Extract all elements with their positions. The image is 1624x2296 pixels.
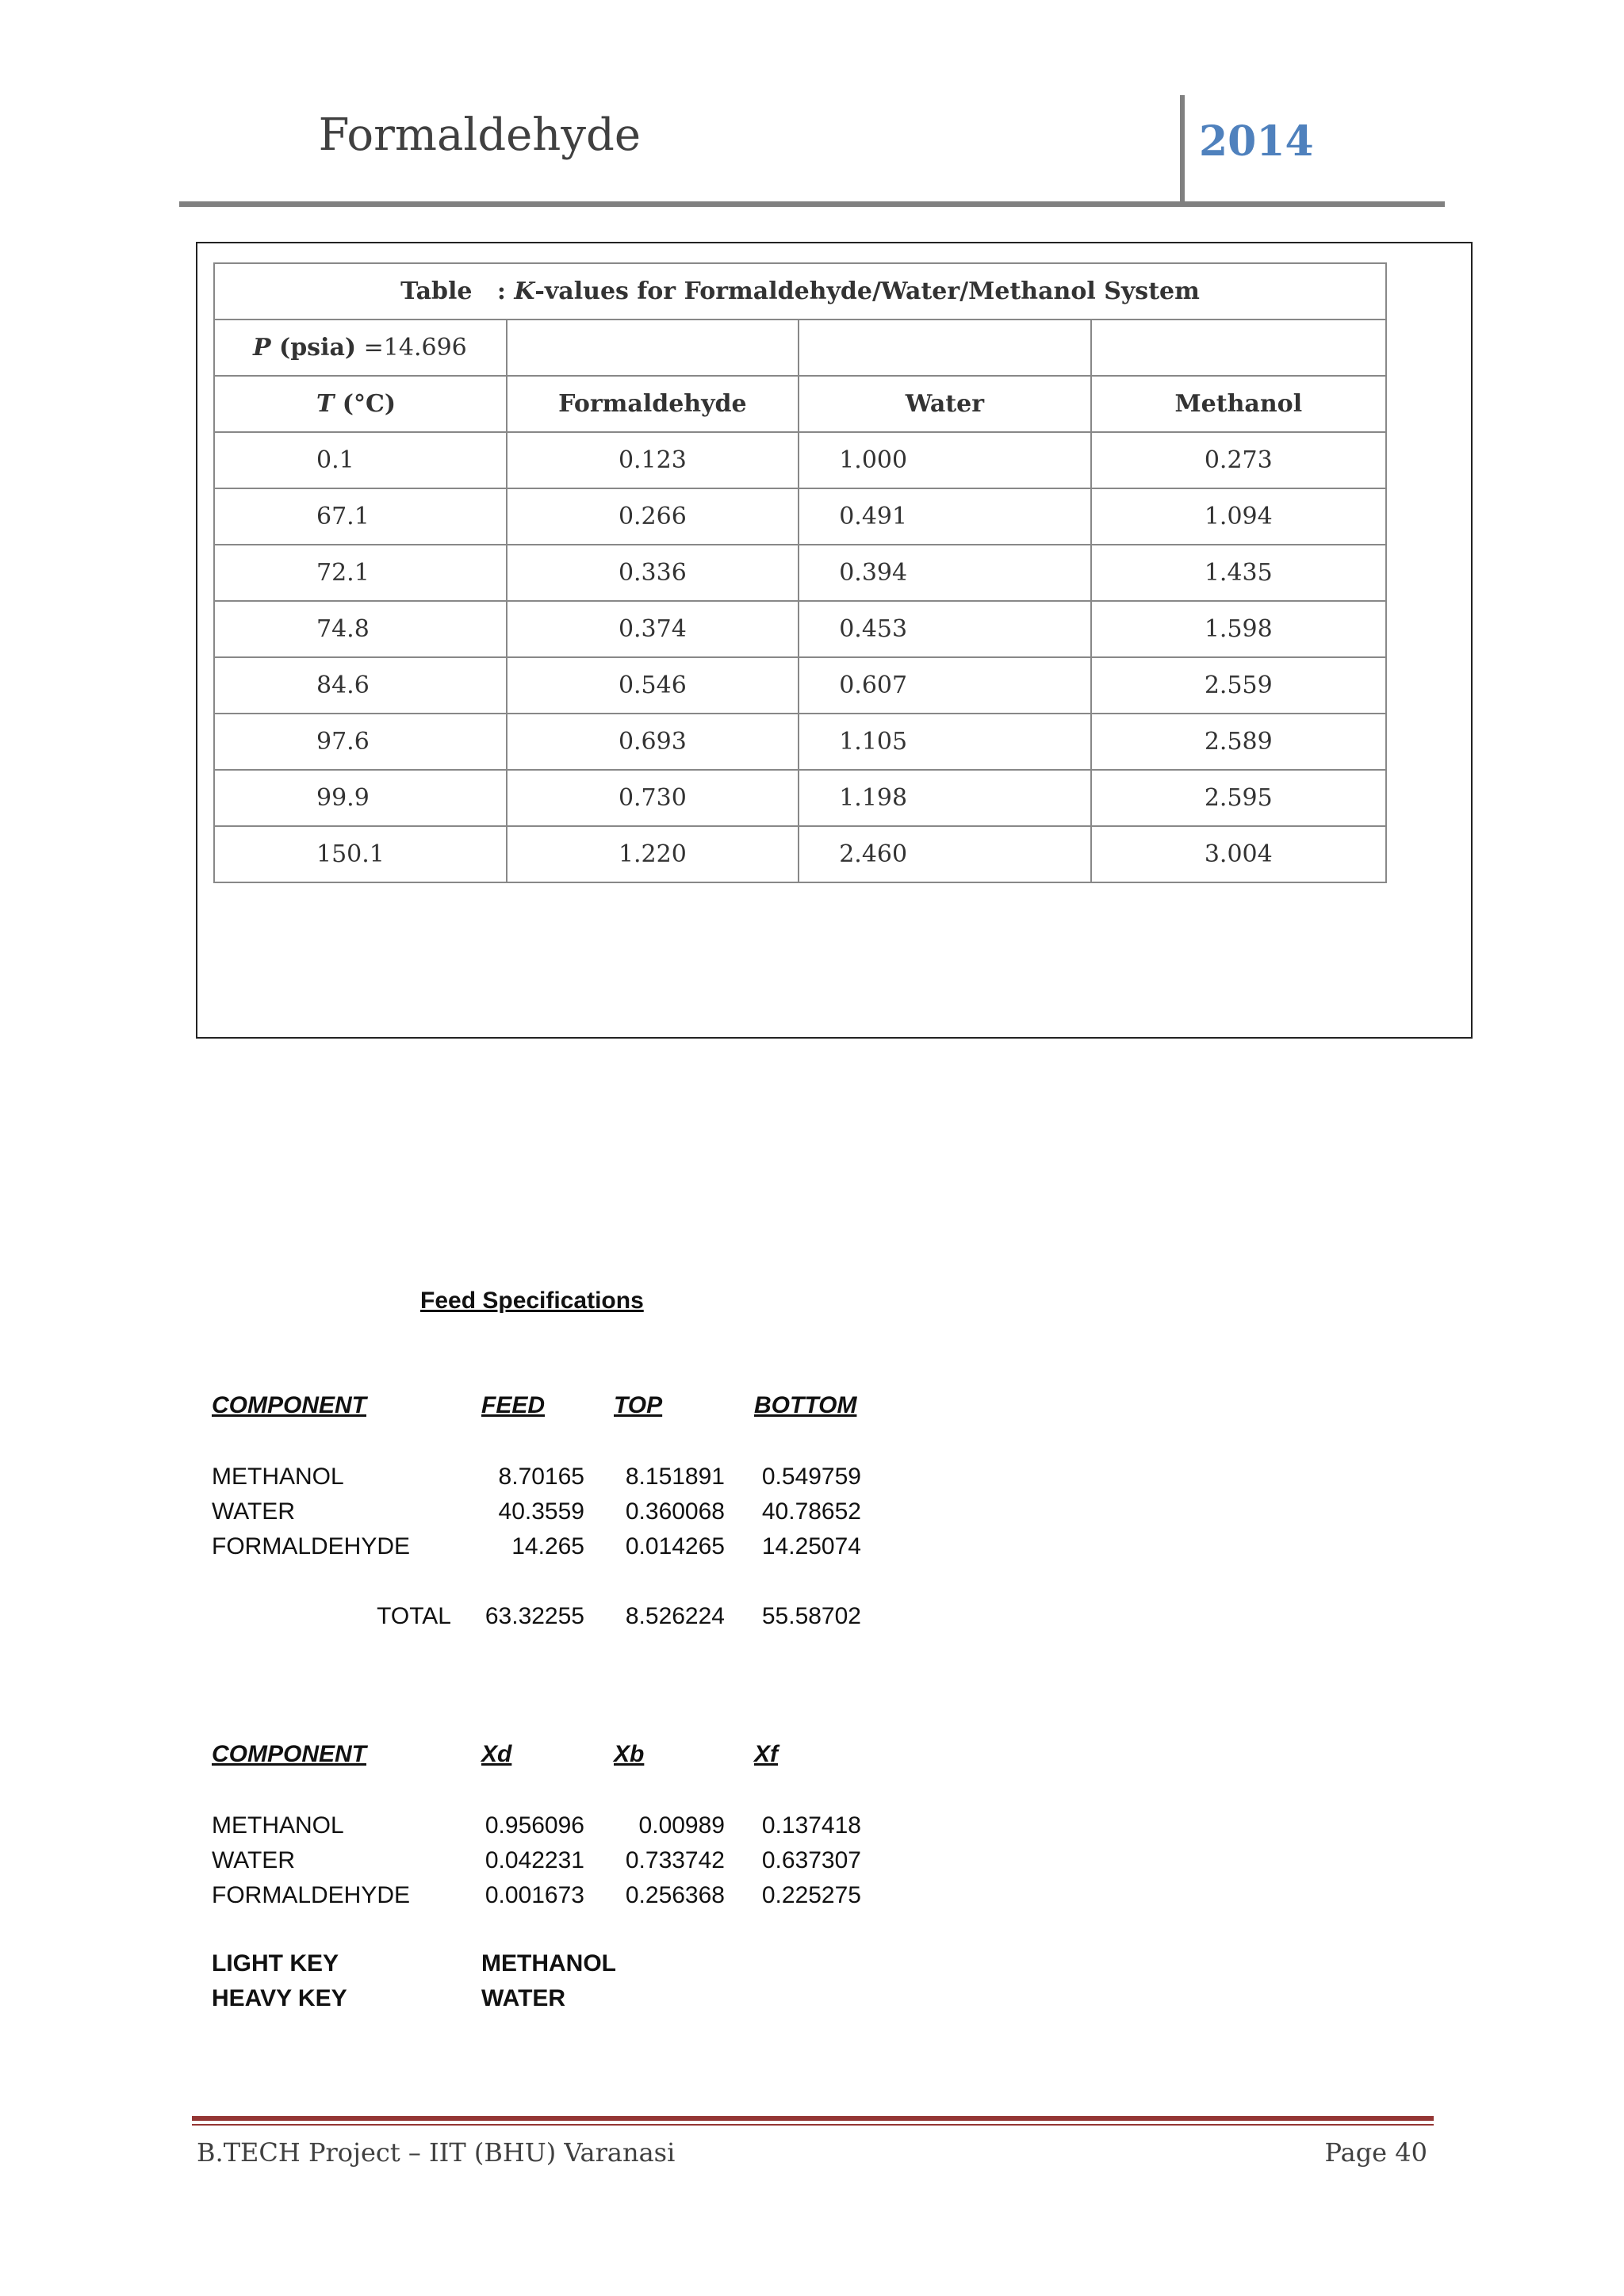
feed-header-bottom: BOTTOM	[754, 1392, 857, 1418]
k-value-cell: 0.273	[1091, 432, 1386, 488]
fraction-row-value: 0.637307	[761, 1847, 861, 1873]
feed-row-component: FORMALDEHYDE	[212, 1533, 411, 1559]
k-table-row	[214, 714, 1386, 770]
fraction-row-component: WATER	[212, 1847, 295, 1873]
heavy-key-label: HEAVY KEY	[212, 1985, 347, 2011]
empty-cell	[799, 320, 1090, 376]
fraction-header-component: COMPONENT	[212, 1741, 366, 1767]
k-value-cell: 0.546	[507, 657, 799, 714]
pressure-cell: P (psia) =14.696	[214, 320, 507, 376]
header-title: Formaldehyde	[318, 109, 641, 161]
fraction-header-xf: Xf	[754, 1741, 778, 1767]
temperature-cell: 72.1	[214, 545, 507, 601]
empty-cell	[1091, 320, 1386, 376]
k-table-row	[214, 770, 1386, 826]
temperature-cell: 150.1	[214, 826, 507, 882]
column-header: Formaldehyde	[507, 376, 799, 432]
feed-row-value: 14.265	[511, 1533, 584, 1559]
total-top: 8.526224	[625, 1603, 725, 1629]
heavy-key-value: WATER	[481, 1985, 566, 2011]
feed-header-feed: FEED	[481, 1392, 546, 1418]
k-value-cell: 1.000	[799, 432, 1090, 488]
fraction-header-xb: Xb	[614, 1741, 645, 1767]
k-value-cell: 0.123	[507, 432, 799, 488]
fraction-row-value: 0.256368	[625, 1882, 725, 1908]
feed-row-value: 40.78652	[761, 1498, 861, 1525]
fraction-row-value: 0.042231	[485, 1847, 584, 1873]
temperature-header: T (°C)	[214, 376, 507, 432]
k-table-row	[214, 488, 1386, 545]
temperature-cell: 84.6	[214, 657, 507, 714]
k-value-cell: 0.607	[799, 657, 1090, 714]
k-value-cell: 0.336	[507, 545, 799, 601]
feed-row-value: 0.360068	[625, 1498, 725, 1525]
feed-header-component: COMPONENT	[212, 1392, 366, 1418]
total-feed: 63.32255	[485, 1603, 584, 1629]
temperature-cell: 99.9	[214, 770, 507, 826]
column-header: Methanol	[1091, 376, 1386, 432]
fraction-row-value: 0.001673	[485, 1882, 584, 1908]
k-value-cell: 2.559	[1091, 657, 1386, 714]
fraction-row-value: 0.733742	[625, 1847, 725, 1873]
table-caption: Table : K-values for Formaldehyde/Water/Methanol System	[214, 263, 1386, 320]
feed-row-component: METHANOL	[212, 1464, 344, 1490]
footer-rule	[192, 2116, 1434, 2121]
k-table-row	[214, 601, 1386, 657]
k-values-table	[213, 262, 1387, 883]
fraction-row-value: 0.00989	[638, 1812, 725, 1839]
fraction-row-value: 0.956096	[485, 1812, 584, 1839]
k-values-figure	[196, 242, 1473, 1039]
k-value-cell: 0.730	[507, 770, 799, 826]
column-header: Water	[799, 376, 1090, 432]
k-value-cell: 1.198	[799, 770, 1090, 826]
feed-header-top: TOP	[614, 1392, 663, 1418]
header-year: 2014	[1199, 117, 1314, 166]
light-key-label: LIGHT KEY	[212, 1950, 339, 1976]
light-key-value: METHANOL	[481, 1950, 616, 1976]
footer-project: B.TECH Project – IIT (BHU) Varanasi	[197, 2137, 676, 2168]
temperature-cell: 67.1	[214, 488, 507, 545]
total-label: TOTAL	[377, 1603, 451, 1629]
fraction-header-xd: Xd	[481, 1741, 512, 1767]
k-value-cell: 2.460	[799, 826, 1090, 882]
k-value-cell: 0.266	[507, 488, 799, 545]
feed-specifications-title: Feed Specifications	[420, 1288, 644, 1314]
header-rule	[179, 201, 1445, 207]
k-table-row	[214, 432, 1386, 488]
k-value-cell: 0.693	[507, 714, 799, 770]
fraction-row-component: METHANOL	[212, 1812, 344, 1839]
feed-row-value: 8.151891	[625, 1464, 725, 1490]
k-value-cell: 2.589	[1091, 714, 1386, 770]
k-value-cell: 1.220	[507, 826, 799, 882]
k-value-cell: 0.394	[799, 545, 1090, 601]
feed-row-value: 14.25074	[761, 1533, 861, 1559]
fraction-row-component: FORMALDEHYDE	[212, 1882, 411, 1908]
feed-row-value: 0.549759	[761, 1464, 861, 1490]
footer-rule-thin	[192, 2124, 1434, 2126]
fraction-row-value: 0.225275	[761, 1882, 861, 1908]
k-value-cell: 1.105	[799, 714, 1090, 770]
feed-row-value: 8.70165	[498, 1464, 584, 1490]
k-value-cell: 0.491	[799, 488, 1090, 545]
footer-page-number: Page 40	[1324, 2137, 1427, 2168]
k-table-row	[214, 826, 1386, 882]
k-value-cell: 1.435	[1091, 545, 1386, 601]
temperature-cell: 97.6	[214, 714, 507, 770]
temperature-cell: 0.1	[214, 432, 507, 488]
k-table-row	[214, 657, 1386, 714]
k-value-cell: 1.598	[1091, 601, 1386, 657]
empty-cell	[507, 320, 799, 376]
k-value-cell: 0.453	[799, 601, 1090, 657]
k-value-cell: 3.004	[1091, 826, 1386, 882]
feed-row-value: 40.3559	[498, 1498, 584, 1525]
k-value-cell: 0.374	[507, 601, 799, 657]
fraction-row-value: 0.137418	[761, 1812, 861, 1839]
k-value-cell: 2.595	[1091, 770, 1386, 826]
header-divider	[1180, 95, 1185, 205]
k-value-cell: 1.094	[1091, 488, 1386, 545]
total-bottom: 55.58702	[761, 1603, 861, 1629]
k-table-row	[214, 545, 1386, 601]
feed-row-component: WATER	[212, 1498, 295, 1525]
temperature-cell: 74.8	[214, 601, 507, 657]
feed-row-value: 0.014265	[625, 1533, 725, 1559]
